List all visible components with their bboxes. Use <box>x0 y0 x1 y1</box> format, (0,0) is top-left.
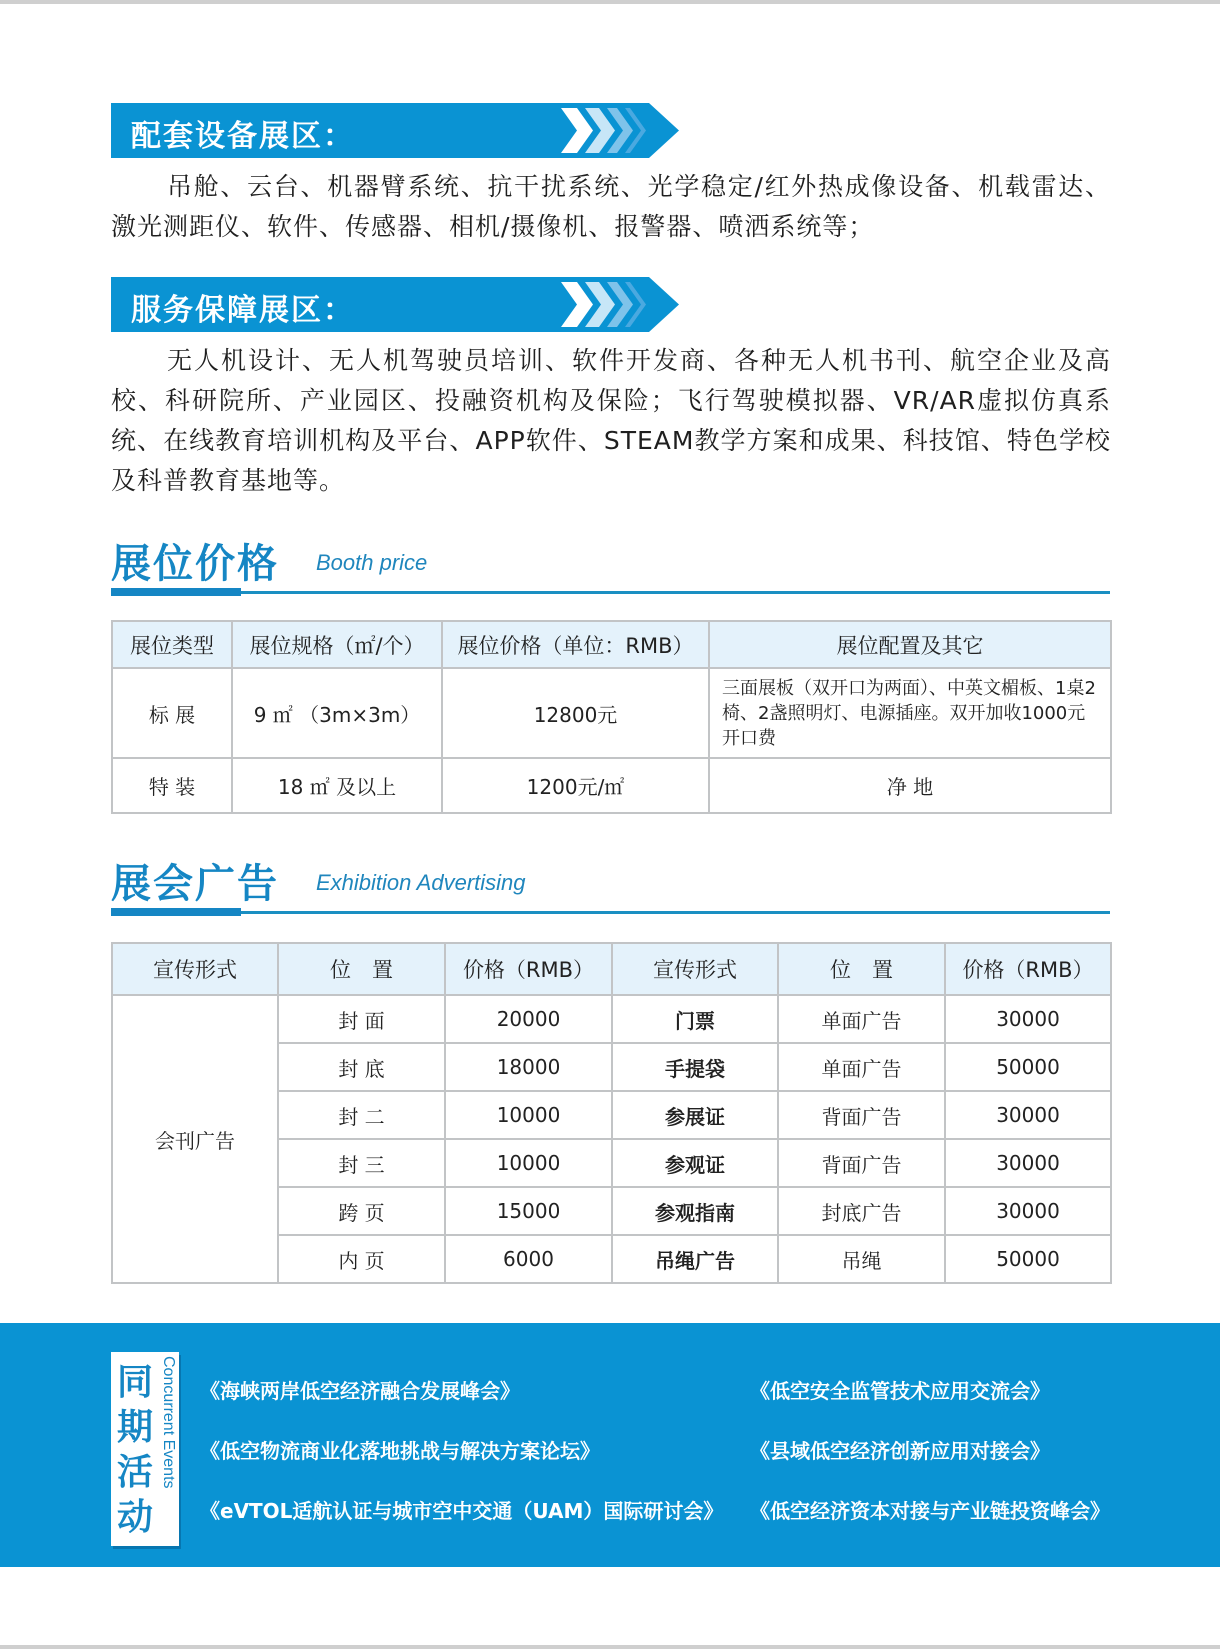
ad-price: 18000 <box>445 1043 612 1091</box>
heading-underline-thin <box>241 591 1110 594</box>
label-char: 动 <box>116 1497 153 1538</box>
heading-underline-thick <box>111 588 241 596</box>
event-item: 《低空物流商业化落地挑战与解决方案论坛》 <box>200 1439 600 1463</box>
table-header-row <box>112 943 1111 995</box>
advertising-table <box>111 942 1112 1284</box>
column-header: 价格（RMB） <box>945 943 1111 995</box>
booth-config: 三面展板（双开口为两面）、中英文楣板、1桌2椅、2盏照明灯、电源插座。双开加收1000元开口费 <box>709 668 1111 758</box>
ad-form: 吊绳广告 <box>612 1235 778 1283</box>
label-char: 同 <box>116 1362 153 1403</box>
ad-form: 参观证 <box>612 1139 778 1187</box>
event-item: 《eVTOL适航认证与城市空中交通（UAM）国际研讨会》 <box>200 1499 724 1523</box>
ad-price: 30000 <box>945 1091 1111 1139</box>
zone-banner-services <box>111 277 679 332</box>
ad-position: 封 底 <box>278 1043 445 1091</box>
ad-price: 10000 <box>445 1139 612 1187</box>
section-title-cn: 展会广告 <box>111 861 279 907</box>
ad-price: 10000 <box>445 1091 612 1139</box>
table-header-row <box>112 621 1111 668</box>
ad-position: 跨 页 <box>278 1187 445 1235</box>
booth-size: 18 ㎡ 及以上 <box>232 758 442 813</box>
ad-price: 30000 <box>945 1187 1111 1235</box>
event-item: 《低空经济资本对接与产业链投资峰会》 <box>750 1499 1110 1523</box>
ad-position: 内 页 <box>278 1235 445 1283</box>
event-item: 《海峡两岸低空经济融合发展峰会》 <box>200 1379 520 1403</box>
ad-price: 30000 <box>945 995 1111 1043</box>
ad-form: 参观指南 <box>612 1187 778 1235</box>
zone-description: 无人机设计、无人机驾驶员培训、软件开发商、各种无人机书刊、航空企业及高校、科研院所、产业园区、投融资机构及保险；飞行驾驶模拟器、VR/AR虚拟仿真系统、在线教育培训机构及平台、APP软件、STEAM教学方案和成果、科技馆、特色学校及科普教育基地等。 <box>111 346 1111 495</box>
ad-position: 封 面 <box>278 995 445 1043</box>
column-header: 位 置 <box>278 943 445 995</box>
column-header: 位 置 <box>778 943 945 995</box>
booth-config: 净 地 <box>709 758 1111 813</box>
zone-banner-equipment <box>111 103 679 158</box>
ad-position: 封 二 <box>278 1091 445 1139</box>
table-row <box>112 995 1111 1043</box>
booth-type: 标 展 <box>112 668 232 758</box>
label-en: Concurrent Events <box>160 1356 177 1489</box>
bottom-divider <box>0 1645 1220 1649</box>
ad-position: 单面广告 <box>778 1043 945 1091</box>
ad-price: 6000 <box>445 1235 612 1283</box>
group-label: 会刊广告 <box>112 995 278 1283</box>
ad-position: 背面广告 <box>778 1139 945 1187</box>
booth-price: 12800元 <box>442 668 709 758</box>
event-item: 《县域低空经济创新应用对接会》 <box>750 1439 1050 1463</box>
section-title-cn: 展位价格 <box>111 541 279 587</box>
heading-underline-thin <box>241 911 1110 914</box>
booth-price-table <box>111 620 1112 814</box>
ad-position: 单面广告 <box>778 995 945 1043</box>
column-header: 展位价格（单位：RMB） <box>442 621 709 668</box>
column-header: 展位规格（㎡/个） <box>232 621 442 668</box>
label-cn <box>116 1360 154 1540</box>
column-header: 价格（RMB） <box>445 943 612 995</box>
ad-price: 20000 <box>445 995 612 1043</box>
section-title-en: Booth price <box>316 550 428 575</box>
zone-description: 吊舱、云台、机器臂系统、抗干扰系统、光学稳定/红外热成像设备、机载雷达、激光测距仪、软件、传感器、相机/摄像机、报警器、喷洒系统等； <box>111 172 1111 241</box>
table-row <box>112 758 1111 813</box>
ad-position: 封 三 <box>278 1139 445 1187</box>
concurrent-events-label <box>111 1352 179 1546</box>
advertising-heading <box>111 852 1110 922</box>
column-header: 宣传形式 <box>612 943 778 995</box>
ad-position: 封底广告 <box>778 1187 945 1235</box>
label-char: 期 <box>116 1407 153 1448</box>
booth-price-heading <box>111 532 1110 602</box>
booth-size: 9 ㎡ （3m×3m） <box>232 668 442 758</box>
ad-form: 手提袋 <box>612 1043 778 1091</box>
heading-underline-thick <box>111 908 241 916</box>
ad-price: 15000 <box>445 1187 612 1235</box>
section-title-en: Exhibition Advertising <box>316 870 526 895</box>
ad-price: 50000 <box>945 1235 1111 1283</box>
event-item: 《低空安全监管技术应用交流会》 <box>750 1379 1050 1403</box>
zone-title: 服务保障展区： <box>131 293 355 328</box>
column-header: 展位类型 <box>112 621 232 668</box>
ad-price: 50000 <box>945 1043 1111 1091</box>
label-char: 活 <box>116 1452 153 1493</box>
table-row <box>112 668 1111 758</box>
ad-form: 参展证 <box>612 1091 778 1139</box>
ad-position: 背面广告 <box>778 1091 945 1139</box>
top-divider <box>0 0 1220 4</box>
ad-position: 吊绳 <box>778 1235 945 1283</box>
ad-form: 门票 <box>612 995 778 1043</box>
booth-type: 特 装 <box>112 758 232 813</box>
booth-price: 1200元/㎡ <box>442 758 709 813</box>
zone-title: 配套设备展区： <box>131 119 355 154</box>
column-header: 宣传形式 <box>112 943 278 995</box>
column-header: 展位配置及其它 <box>709 621 1111 668</box>
ad-price: 30000 <box>945 1139 1111 1187</box>
